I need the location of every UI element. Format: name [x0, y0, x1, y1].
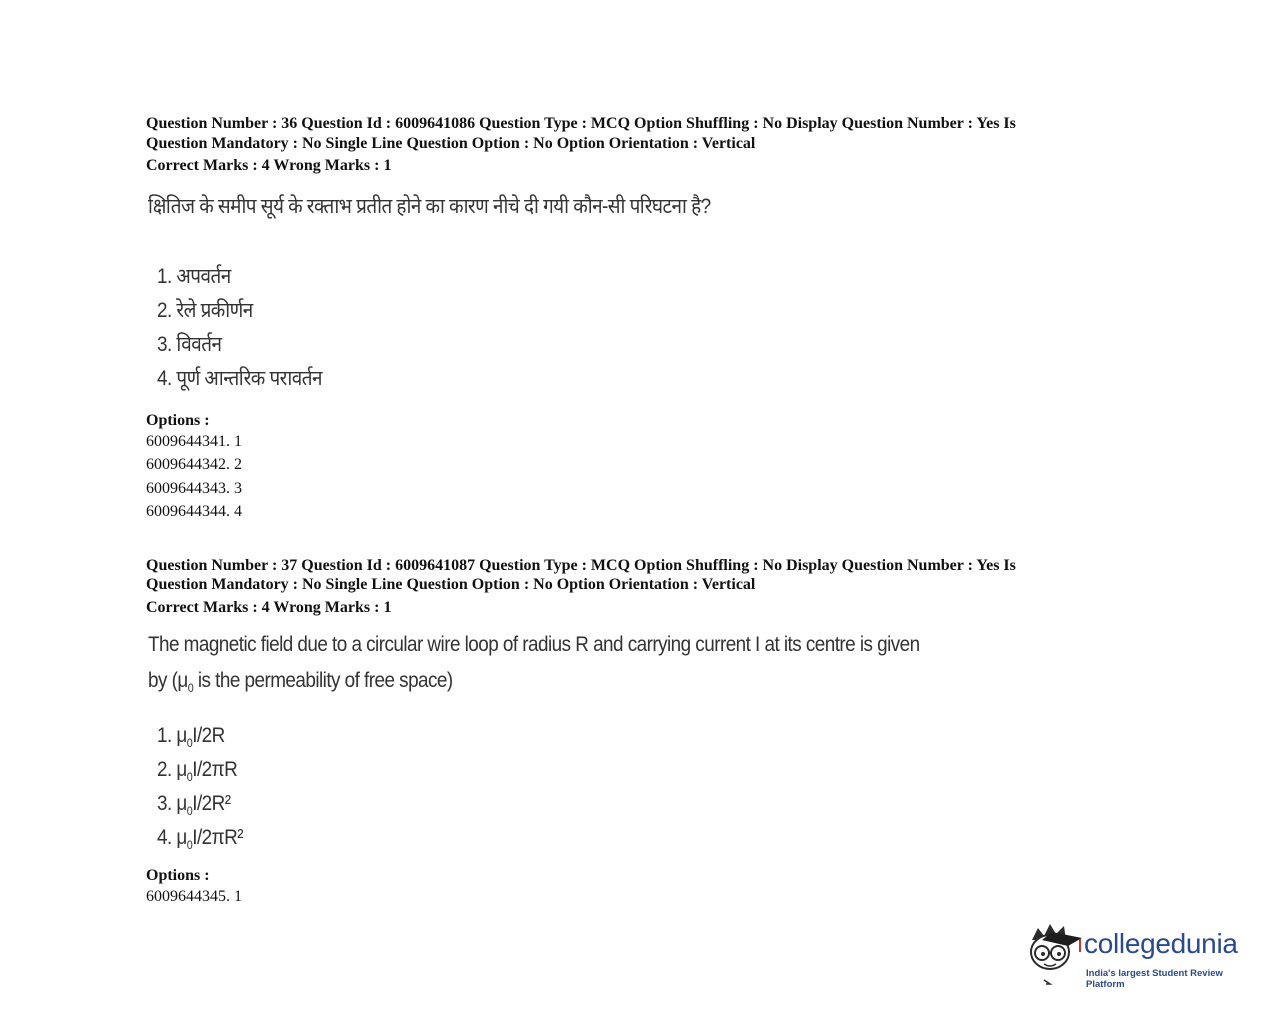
option-id-row: 6009644341. 1	[146, 432, 242, 450]
options-block	[146, 412, 1146, 524]
answer-choice: 2. रेले प्रकीर्णन	[157, 298, 253, 322]
options-block	[146, 867, 1146, 909]
collegedunia-logo	[1024, 918, 1264, 990]
answer-choice: 1. अपवर्तन	[157, 264, 231, 288]
answer-choice: 2. $\mu_0I/2\pi R$	[157, 758, 238, 785]
options-label: Options :	[146, 867, 210, 884]
question-marks: Correct Marks : 4 Wrong Marks : 1	[146, 598, 392, 616]
mascot-icon	[1024, 918, 1086, 990]
question-meta-line-2: Question Mandatory : No Single Line Question Option : No Option Orientation : Vertical	[146, 134, 756, 152]
option-id-row: 6009644345. 1	[146, 888, 242, 905]
brand-tagline: India's largest Student Review Platform	[1086, 968, 1223, 990]
answer-choice: 3. $\mu_0I/2R^2$	[157, 792, 231, 819]
question-body	[148, 627, 1046, 855]
question-36	[146, 114, 1146, 524]
answer-choices	[157, 260, 1046, 396]
question-37	[146, 556, 1146, 909]
answer-choice: 3. विवर्तन	[157, 332, 222, 356]
question-marks: Correct Marks : 4 Wrong Marks : 1	[146, 157, 392, 174]
brand-name: collegedunia	[1084, 928, 1238, 959]
question-meta-line-1: Question Number : 37 Question Id : 6009641087 Question Type : MCQ Option Shuffling : No Display Question Number : Yes Is	[146, 556, 1016, 574]
question-text: क्षितिज के समीप सूर्य के रक्ताभ प्रतीत होने का कारण नीचे दी गयी कौन-सी परिघटना है?	[148, 194, 711, 218]
question-body	[148, 190, 1046, 396]
option-id-row: 6009644342. 2	[146, 456, 242, 473]
options-label: Options :	[146, 411, 210, 429]
question-meta-line-2: Question Mandatory : No Single Line Question Option : No Option Orientation : Vertical	[146, 576, 756, 593]
document-page	[146, 114, 1146, 909]
question-text-line-2: by ($\mu_0$ is the permeability of free space)	[148, 669, 453, 696]
answer-choice: 4. पूर्ण आन्तरिक परावर्तन	[157, 366, 322, 390]
answer-choice: 1. $\mu_0I/2R$	[157, 724, 225, 751]
option-id-row: 6009644344. 4	[146, 503, 242, 520]
answer-choices	[157, 719, 1046, 855]
option-id-row: 6009644343. 3	[146, 479, 242, 497]
answer-choice: 4. $\mu_0I/2\pi R^2$	[157, 826, 243, 853]
question-text-line-1: The magnetic field due to a circular wire loop of radius R and carrying current I at its centre is given	[148, 633, 920, 656]
question-meta-line-1: Question Number : 36 Question Id : 6009641086 Question Type : MCQ Option Shuffling : No Display Question Number : Yes Is	[146, 115, 1016, 132]
